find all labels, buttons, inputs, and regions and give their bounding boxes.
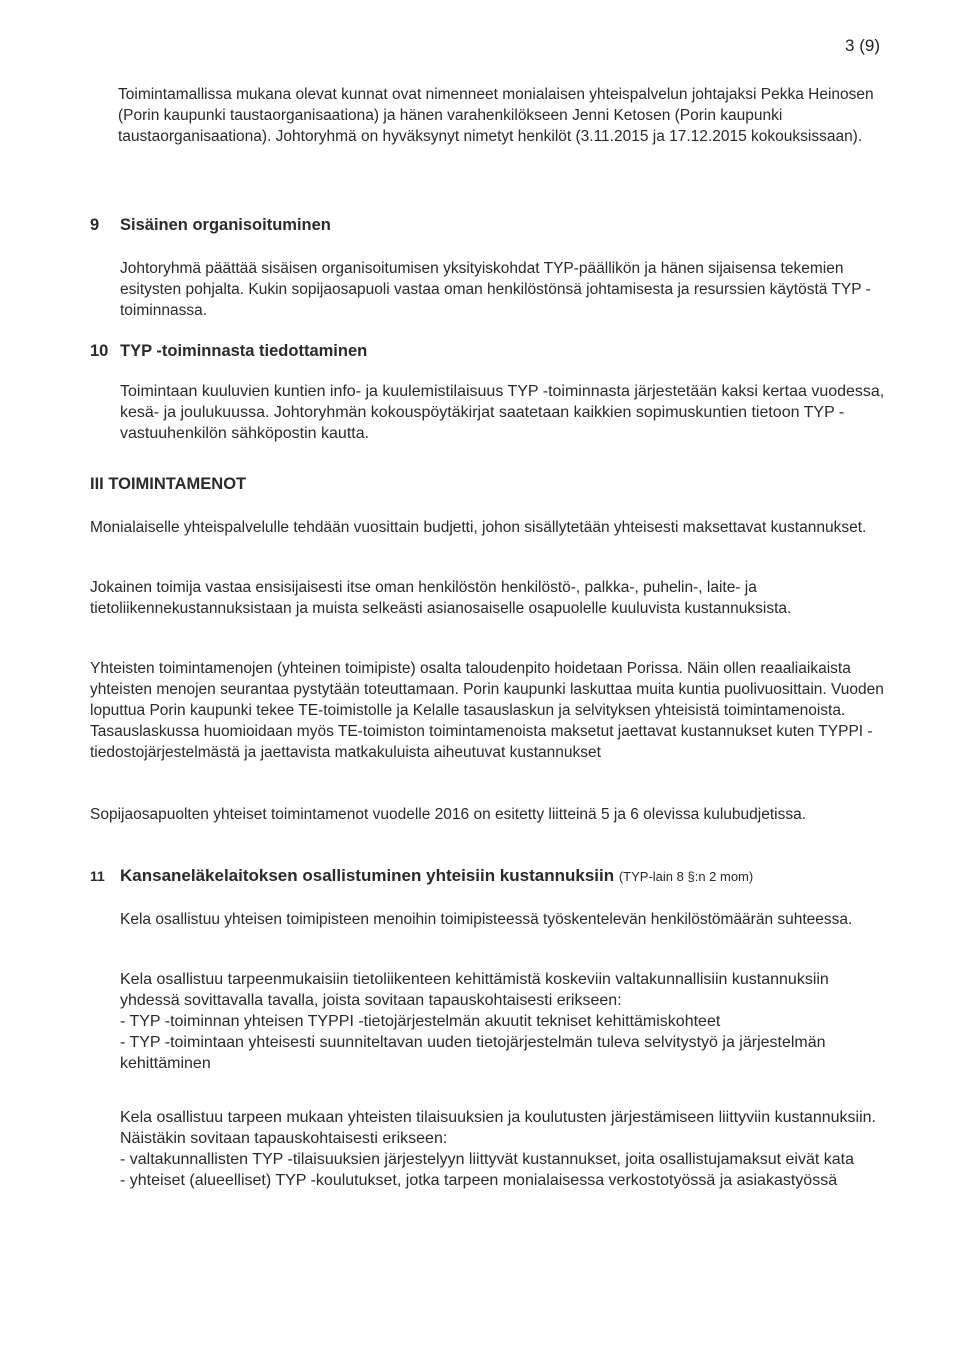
section-iii-paragraph-4: Sopijaosapuolten yhteiset toimintamenot vuodelle 2016 on esitetty liitteinä 5 ja 6 olevissa kulubudjetissa. (90, 806, 807, 823)
section-10-title: TYP -toiminnasta tiedottaminen (120, 342, 368, 360)
section-11-title: Kansaneläkelaitoksen osallistuminen yhteisiin kustannuksiin (120, 866, 615, 885)
section-11-paragraph-3-intro: Kela osallistuu tarpeen mukaan yhteisten tilaisuuksien ja koulutusten järjestämiseen liittyviin kustannuksiin. Näistäkin sovitaan tapauskohtaisesti erikseen: (120, 1109, 876, 1147)
page-number: 3 (9) (845, 36, 880, 55)
section-iii-paragraph-1: Monialaiselle yhteispalvelulle tehdään vuosittain budjetti, johon sisällytetään yhteisesti maksettavat kustannukset. (90, 519, 867, 536)
section-11-paragraph-3 (120, 1107, 890, 1191)
section-9-paragraph: Johtoryhmä päättää sisäisen organisoitumisen yksityiskohdat TYP-päällikön ja hänen sijaisensa tekemien esitysten pohjalta. Kukin sopijaosapuoli vastaa oman henkilöstönsä johtamisesta ja resurssien käytöstä TYP -toiminnassa. (120, 260, 871, 319)
section-11-heading (90, 866, 753, 886)
section-9-number: 9 (90, 216, 100, 234)
section-iii-paragraph-3: Yhteisten toimintamenojen (yhteinen toimipiste) osalta taloudenpito hoidetaan Porissa. Näin ollen reaaliaikaista yhteisten menojen seurantaa pystytään toteuttamaan. Porin kaupunki laskuttaa muita kuntia puolivuosittain. Vuoden loputtua Porin kaupunki tekee TE-toimistolle ja Kelalle tasauslaskun ja selvityksen yhteisistä toimintamenoista. Tasauslaskussa huomioidaan myös TE-toimiston toimintamenoista maksetut jaettavat kustannukset kuten TYPPI -tiedostojärjestelmästä ja jaettavista matkakuluista aiheutuvat kustannukset (90, 660, 884, 761)
section-11-paragraph-3-item-1: - valtakunnallisten TYP -tilaisuuksien järjestelyyn liittyvät kustannukset, joita osallistujamaksut eivät kata (120, 1151, 854, 1168)
section-9-title: Sisäinen organisoituminen (120, 216, 331, 234)
section-11-paragraph-2-item-1: - TYP -toiminnan yhteisen TYPPI -tietojärjestelmän akuutit tekniset kehittämiskohteet (120, 1013, 721, 1030)
section-11-paragraph-2-item-2: - TYP -toimintaan yhteisesti suunniteltavan uuden tietojärjestelmän tuleva selvitystyö ja järjestelmän kehittäminen (120, 1034, 826, 1072)
section-11-paragraph-3-item-2: - yhteiset (alueelliset) TYP -koulutukset, jotka tarpeen monialaisessa verkostotyössä ja asiakastyössä (120, 1172, 838, 1189)
section-iii-heading: III TOIMINTAMENOT (90, 475, 247, 493)
intro-paragraph: Toimintamallissa mukana olevat kunnat ovat nimenneet monialaisen yhteispalvelun johtajaksi Pekka Heinosen (Porin kaupunki taustaorganisaationa) ja hänen varahenkilökseen Jenni Ketosen (Porin kaupunki taustaorganisaationa). Johtoryhmä on hyväksynyt nimetyt henkilöt (3.11.2015 ja 17.12.2015 kokouksissaan). (118, 86, 874, 145)
section-11-reference: (TYP-lain 8 §:n 2 mom) (618, 869, 754, 884)
section-11-paragraph-1: Kela osallistuu yhteisen toimipisteen menoihin toimipisteessä työskentelevän henkilöstömäärän suhteessa. (120, 911, 853, 928)
section-10-number: 10 (90, 342, 109, 360)
section-11-paragraph-2 (120, 969, 890, 1074)
section-10-paragraph: Toimintaan kuuluvien kuntien info- ja kuulemistilaisuus TYP -toiminnasta järjestetään kaksi kertaa vuodessa, kesä- ja joulukuussa. Johtoryhmän kokouspöytäkirjat saatetaan kaikkien sopimuskuntien tietoon TYP -vastuuhenkilön sähköpostin kautta. (120, 383, 885, 442)
section-9-heading (90, 216, 331, 235)
section-11-number: 11 (90, 868, 105, 884)
section-11-paragraph-2-intro: Kela osallistuu tarpeenmukaisiin tietoliikenteen kehittämistä koskeviin valtakunnallisiin kustannuksiin yhdessä sovittavalla tavalla, joista sovitaan tapauskohtaisesti erikseen: (120, 971, 829, 1009)
section-10-heading (90, 342, 367, 361)
section-iii-paragraph-2: Jokainen toimija vastaa ensisijaisesti itse oman henkilöstön henkilöstö-, palkka-, puhelin-, laite- ja tietoliikennekustannuksistaan ja muista selkeästi asianosaiselle osapuolelle kuuluvista kustannuksista. (90, 579, 792, 617)
